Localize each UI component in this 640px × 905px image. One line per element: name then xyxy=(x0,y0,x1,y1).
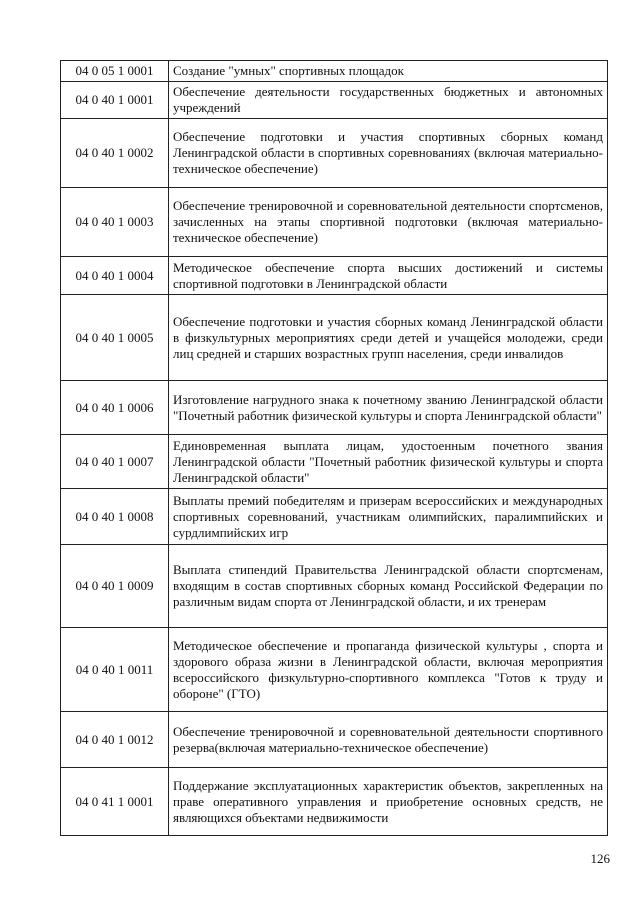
description-text: Обеспечение тренировочной и соревновательной деятельности спортсменов, зачисленных на этапы спортивной подготовки (включая материально-техническое обеспечение) xyxy=(173,198,603,245)
description-cell xyxy=(169,628,608,712)
code-cell: 04 0 40 1 0005 xyxy=(61,295,169,381)
table-row xyxy=(61,82,608,119)
code-cell: 04 0 40 1 0009 xyxy=(61,545,169,628)
description-text: Создание "умных" спортивных площадок xyxy=(173,63,404,78)
description-cell xyxy=(169,545,608,628)
code-cell: 04 0 41 1 0001 xyxy=(61,768,169,836)
code-cell: 04 0 40 1 0007 xyxy=(61,435,169,489)
table-row xyxy=(61,257,608,295)
table-row xyxy=(61,768,608,836)
code-cell: 04 0 40 1 0002 xyxy=(61,119,169,188)
description-text: Изготовление нагрудного знака к почетному званию Ленинградской области "Почетный работник физической культуры и спорта Ленинградской области" xyxy=(173,391,603,423)
description-cell xyxy=(169,119,608,188)
table-row xyxy=(61,119,608,188)
description-cell xyxy=(169,257,608,295)
code-cell: 04 0 40 1 0006 xyxy=(61,381,169,435)
description-text: Обеспечение тренировочной и соревновательной деятельности спортивного резерва(включая материально-техническое обеспечение) xyxy=(173,723,603,755)
code-cell: 04 0 05 1 0001 xyxy=(61,61,169,82)
description-text: Выплаты премий победителям и призерам всероссийских и международных спортивных соревнований, участникам олимпийских, паралимпийских и сурдлимпийских игр xyxy=(173,492,603,540)
table-row xyxy=(61,295,608,381)
page-number: 126 xyxy=(590,851,610,866)
table-row xyxy=(61,61,608,82)
table-row xyxy=(61,712,608,768)
description-cell xyxy=(169,61,608,82)
code-cell: 04 0 40 1 0004 xyxy=(61,257,169,295)
code-cell: 04 0 40 1 0008 xyxy=(61,489,169,545)
description-text: Обеспечение деятельности государственных бюджетных и автономных учреждений xyxy=(173,84,603,115)
description-text: Поддержание эксплуатационных характеристик объектов, закрепленных на праве оперативного управления и приобретение основных средств, не являющихся объектами недвижимости xyxy=(173,777,603,825)
description-cell xyxy=(169,489,608,545)
code-cell: 04 0 40 1 0012 xyxy=(61,712,169,768)
code-cell: 04 0 40 1 0001 xyxy=(61,82,169,119)
description-cell xyxy=(169,188,608,257)
table-row xyxy=(61,188,608,257)
description-cell xyxy=(169,82,608,119)
description-cell xyxy=(169,435,608,489)
code-cell: 04 0 40 1 0003 xyxy=(61,188,169,257)
table-row xyxy=(61,545,608,628)
description-cell xyxy=(169,295,608,381)
description-cell xyxy=(169,768,608,836)
table-row xyxy=(61,628,608,712)
description-text: Выплата стипендий Правительства Ленинградской области спортсменам, входящим в состав спортивных сборных команд Российской Федерации по различным видам спорта от Ленинградской области, и их тренерам xyxy=(173,562,603,609)
table-row xyxy=(61,381,608,435)
description-text: Методическое обеспечение спорта высших достижений и системы спортивной подготовки в Ленинградской области xyxy=(173,259,603,291)
budget-classification-table xyxy=(60,60,608,836)
description-text: Обеспечение подготовки и участия сборных команд Ленинградской области в физкультурных мероприятиях среди детей и учащейся молодежи, среди лиц средней и старших возрастных групп населения, среди инвалидов xyxy=(173,313,603,361)
description-cell xyxy=(169,712,608,768)
description-cell xyxy=(169,381,608,435)
description-text: Единовременная выплата лицам, удостоенным почетного звания Ленинградской области "Почетный работник физической культуры и спорта Ленинградской области" xyxy=(173,437,603,485)
table-row xyxy=(61,489,608,545)
description-text: Методическое обеспечение и пропаганда физической культуры , спорта и здорового образа жизни в Ленинградской области, включая мероприятия всероссийского физкультурно-спортивного комплекса "Готов к труду и обороне" (ГТО) xyxy=(173,637,603,701)
code-cell: 04 0 40 1 0011 xyxy=(61,628,169,712)
description-text: Обеспечение подготовки и участия спортивных сборных команд Ленинградской области в спортивных соревнованиях (включая материально-техническое обеспечение) xyxy=(173,129,603,176)
table-row xyxy=(61,435,608,489)
